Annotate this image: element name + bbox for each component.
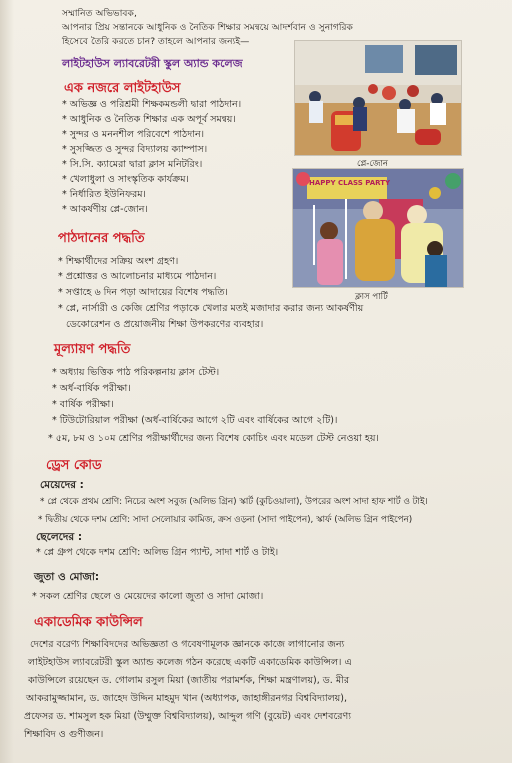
evaluation-heading: মূল্যায়ণ পদ্ধতি [54,342,131,357]
teaching-item: * শিক্ষার্থীদের সক্রিয় অংশ গ্রহণ। [58,255,178,268]
highlights-heading: এক নজরে লাইটহাউস [64,81,181,96]
page-fold-shadow [0,0,14,763]
council-line: প্রফেসর ড. শামসুল হক মিয়া (উম্মুক্ত বিশ্ববিদ্যালয়), আব্দুল গণি (বুয়েট) এবং দেশবরেণ্য [24,711,351,722]
council-heading: একাডেমিক কাউন্সিল [34,615,143,630]
play-zone-photo [294,40,462,156]
girls-label: মেয়েদের : [40,479,84,491]
girls-dress-item: * দ্বিতীয় থেকে দশম শ্রেণি: সাদা সেলোয়ার কামিজ, ক্রস ওড়না (সাদা পাইপেন), স্কার্ফ (অলিভ গ্রিন পাইপেন) [38,514,412,527]
shoes-label: জুতা ও মোজা: [34,571,100,583]
council-line: লাইটহাউস ল্যাবরেটরী স্কুল অ্যান্ড কলেজ গঠন করেছে একটি একাডেমিক কাউন্সিল। এ [28,657,352,668]
highlight-item: * সি.সি. ক্যামেরা দ্বারা ক্লাস মনিটরিং। [62,158,202,171]
girls-dress-item: * প্লে থেকে প্রথম শ্রেণি: নিচের অংশ সবুজ (অলিভ গ্রিন) স্কার্ট (কুচিওয়ালা), উপরের অংশ সাদা হাফ শার্ট ও টাই। [40,496,428,509]
highlight-item: * সুসজ্জিত ও সুন্দর বিদ্যালয় ক্যাম্পাস। [62,143,207,156]
evaluation-item: * অর্ধ-বার্ষিক পরীক্ষা। [52,382,131,395]
teaching-heading: পাঠদানের পদ্ধতি [58,231,145,246]
class-party-photo [292,168,464,288]
play-zone-caption: প্লে-জোন [357,159,388,169]
highlight-item: * খেলাধুলা ও সাংস্কৃতিক কার্যক্রম। [62,173,189,186]
evaluation-item: * ৫ম, ৮ম ও ১০ম শ্রেণির পরীক্ষার্থীদের জন্য বিশেষ কোচিং এবং মডেল টেস্ট নেওয়া হয়। [48,432,379,445]
play-zone-illustration [295,41,461,155]
evaluation-item: * টিউটোরিয়াল পরীক্ষা (অর্ধ-বার্ষিকের আগে ২টি এবং বার্ষিকের আগে ২টি)। [52,414,337,427]
class-party-caption: ক্লাস পার্টি [355,292,388,302]
teaching-item: * প্রশ্নোত্তর ও আলোচনার মাধ্যমে পাঠদান। [58,270,216,283]
boys-dress-item: * প্লে গ্রুপ থেকে দশম শ্রেণি: অলিভ গ্রিন প্যান্ট, সাদা শার্ট ও টাই। [36,546,278,559]
intro-line-3: হিসেবে তৈরি করতে চান? তাহলে আপনার জন্যই— [62,36,250,47]
evaluation-item: * অধ্যায় ভিত্তিক পাঠ পরিকল্পনায় ক্লাস টেস্ট। [52,366,219,379]
teaching-item-4: * প্লে, নার্সারী ও কেজি শ্রেণির পড়াকে খেলার মতই মজাদার করার জন্য আকর্ষণীয় [58,302,363,315]
party-banner-text: HAPPY CLASS PARTY [309,179,391,187]
teaching-item-4-cont: ডেকোরেশন ও প্রয়োজনীয় শিক্ষা উপকরণের ব্যবহার। [66,319,264,330]
council-line: আকরামুজ্জামান, ড. জাহেদ উদ্দিন মাহমুদ খান (অধ্যাপক, জাহাঙ্গীরনগর বিশ্ববিদ্যালয়), [26,693,348,704]
council-line: দেশের বরেণ্য শিক্ষাবিদদের অভিজ্ঞতা ও গবেষণামূলক জ্ঞানকে কাজে লাগানোর জন্য [30,639,345,650]
highlight-item: * অভিজ্ঞ ও পরিশ্রমী শিক্ষকমন্ডলী দ্বারা পাঠদান। [62,98,241,111]
school-name: লাইটহাউস ল্যাবরেটরী স্কুল অ্যান্ড কলেজ [62,57,243,70]
intro-line-2: আপনার প্রিয় সন্তানকে আধুনিক ও নৈতিক শিক্ষার সমন্বয়ে আদর্শবান ও সুনাগরিক [62,22,353,33]
boys-label: ছেলেদের : [36,531,83,543]
council-line: শিক্ষাবিদ ও গুণীজন। [24,729,104,740]
highlight-item: * আধুনিক ও নৈতিক শিক্ষার এক অপূর্ব সমন্বয়। [62,113,236,126]
dress-heading: ড্রেস কোড [46,458,102,473]
highlight-item: * সুন্দর ও মননশীল পরিবেশে পাঠদান। [62,128,204,141]
highlight-item: * আকর্ষণীয় প্লে-জোন। [62,203,148,216]
evaluation-item: * বার্ষিক পরীক্ষা। [52,398,114,411]
intro-greeting: সম্মানিত অভিভাবক, [62,8,137,19]
highlight-item: * নির্ধারিত ইউনিফরম। [62,188,146,201]
teaching-item: * সপ্তাহে ৬ দিন পড়া আদায়ের বিশেষ পদ্ধতি। [58,286,228,299]
shoes-item: * সকল শ্রেণির ছেলে ও মেয়েদের কালো জুতা ও সাদা মোজা। [32,590,263,603]
council-line: কাউন্সিলে রয়েছেন ড. গোলাম রসুল মিয়া (জাতীয় পরামর্শক, শিক্ষা মন্ত্রণালয়), ড. মীর [28,675,350,686]
